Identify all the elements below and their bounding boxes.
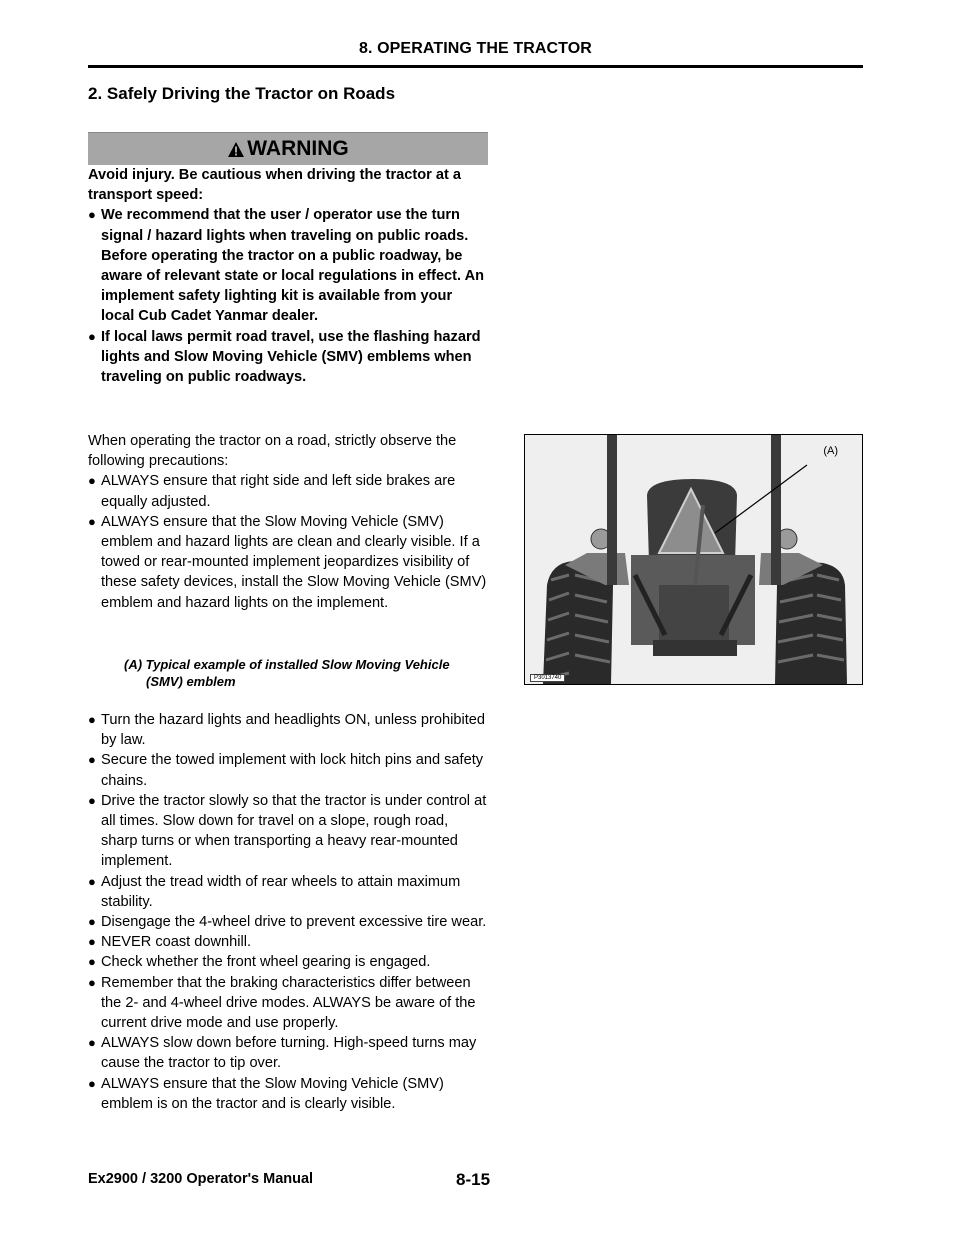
bullet-icon: ● [88,934,96,950]
precaution-text: Secure the towed implement with lock hitch pins and safety chains. [101,752,484,789]
precaution-bullet [88,1033,488,1073]
figure-image-id: P3013740 [530,674,565,682]
precaution-bullet [88,512,488,613]
bullet-icon: ● [88,792,96,808]
precaution-bullet [88,1074,488,1114]
page-number: 8-15 [456,1170,491,1189]
precautions-top [88,431,488,613]
precaution-bullet [88,932,488,952]
bullet-icon: ● [88,207,96,223]
warning-label: WARNING [247,137,349,160]
precaution-text: Drive the tractor slowly so that the tractor is under control at all times. Slow down for travel on a slope, rough road, sharp turns or when transporting a heavy rear-mounted implement. [101,792,487,870]
precaution-bullet [88,791,488,872]
precaution-text: Turn the hazard lights and headlights ON, unless prohibited by law. [101,712,485,749]
warning-triangle-icon [227,141,245,158]
header-rule [88,65,863,68]
bullet-icon: ● [88,914,96,930]
precautions-bottom [88,710,488,1114]
bullet-icon: ● [88,473,96,489]
bullet-icon: ● [88,1075,96,1091]
precaution-text: Adjust the tread width of rear wheels to attain maximum stability. [101,873,461,910]
precaution-bullet [88,471,488,511]
precaution-text: ALWAYS slow down before turning. High-speed turns may cause the tractor to tip over. [101,1035,477,1072]
bullet-icon: ● [88,1035,96,1051]
bullet-icon: ● [88,873,96,889]
precaution-text: Disengage the 4-wheel drive to prevent excessive tire wear. [101,914,487,931]
precaution-bullet [88,872,488,912]
tractor-rear-photo [524,434,863,685]
footer-manual-title: Ex2900 / 3200 Operator's Manual [88,1171,314,1187]
warning-bullet-text: We recommend that the user / operator use the turn signal / hazard lights when traveling on public roads. Before operating the tractor on a public roadway, be aware of relevant state or local regulations in effect. An implement safety lighting kit is available from your local Cub Cadet Yanmar dealer. [101,207,485,325]
bullet-icon: ● [88,328,96,344]
warning-bullet [88,205,488,326]
bullet-icon: ● [88,954,96,970]
precaution-bullet [88,912,488,932]
precaution-text: ALWAYS ensure that the Slow Moving Vehicle (SMV) emblem is on the tractor and is clearly visible. [101,1075,444,1112]
warning-text [88,165,488,387]
precaution-bullet [88,750,488,790]
bullet-icon: ● [88,974,96,990]
precaution-bullet [88,973,488,1034]
precaution-text: ALWAYS ensure that right side and left side brakes are equally adjusted. [101,473,456,510]
precaution-text: Remember that the braking characteristics differ between the 2- and 4-wheel drive modes. ALWAYS be aware of the current drive mode and use properly. [101,974,476,1032]
precaution-bullet [88,952,488,972]
tractor-illustration [525,435,862,684]
warning-intro: Avoid injury. Be cautious when driving the tractor at a transport speed: [88,167,462,204]
precaution-text: NEVER coast downhill. [101,934,252,951]
bullet-icon: ● [88,513,96,529]
warning-banner [88,132,488,165]
precaution-text: ALWAYS ensure that the Slow Moving Vehicle (SMV) emblem and hazard lights are clean and clearly visible. If a towed or rear-mounted implement jeopardizes visibility of these safety devices, install the Slow Moving Vehicle (SMV) emblem and hazard lights on the implement. [101,513,487,611]
figure-caption-line1: (A) Typical example of installed Slow Moving Vehicle [124,657,450,672]
warning-bullet-text: If local laws permit road travel, use the flashing hazard lights and Slow Moving Vehicle (SMV) emblems when traveling on public roadways. [101,328,481,386]
precautions-intro: When operating the tractor on a road, strictly observe the following precautions: [88,433,457,470]
running-header: 8. OPERATING THE TRACTOR [359,40,592,57]
precaution-bullet [88,710,488,750]
section-heading: 2. Safely Driving the Tractor on Roads [88,84,396,103]
bullet-icon: ● [88,752,96,768]
warning-bullet [88,327,488,388]
bullet-icon: ● [88,712,96,727]
figure-caption [124,656,488,690]
precaution-text: Check whether the front wheel gearing is engaged. [101,954,431,971]
figure-callout-label: (A) [823,445,838,457]
figure-caption-line2: (SMV) emblem [146,674,236,689]
